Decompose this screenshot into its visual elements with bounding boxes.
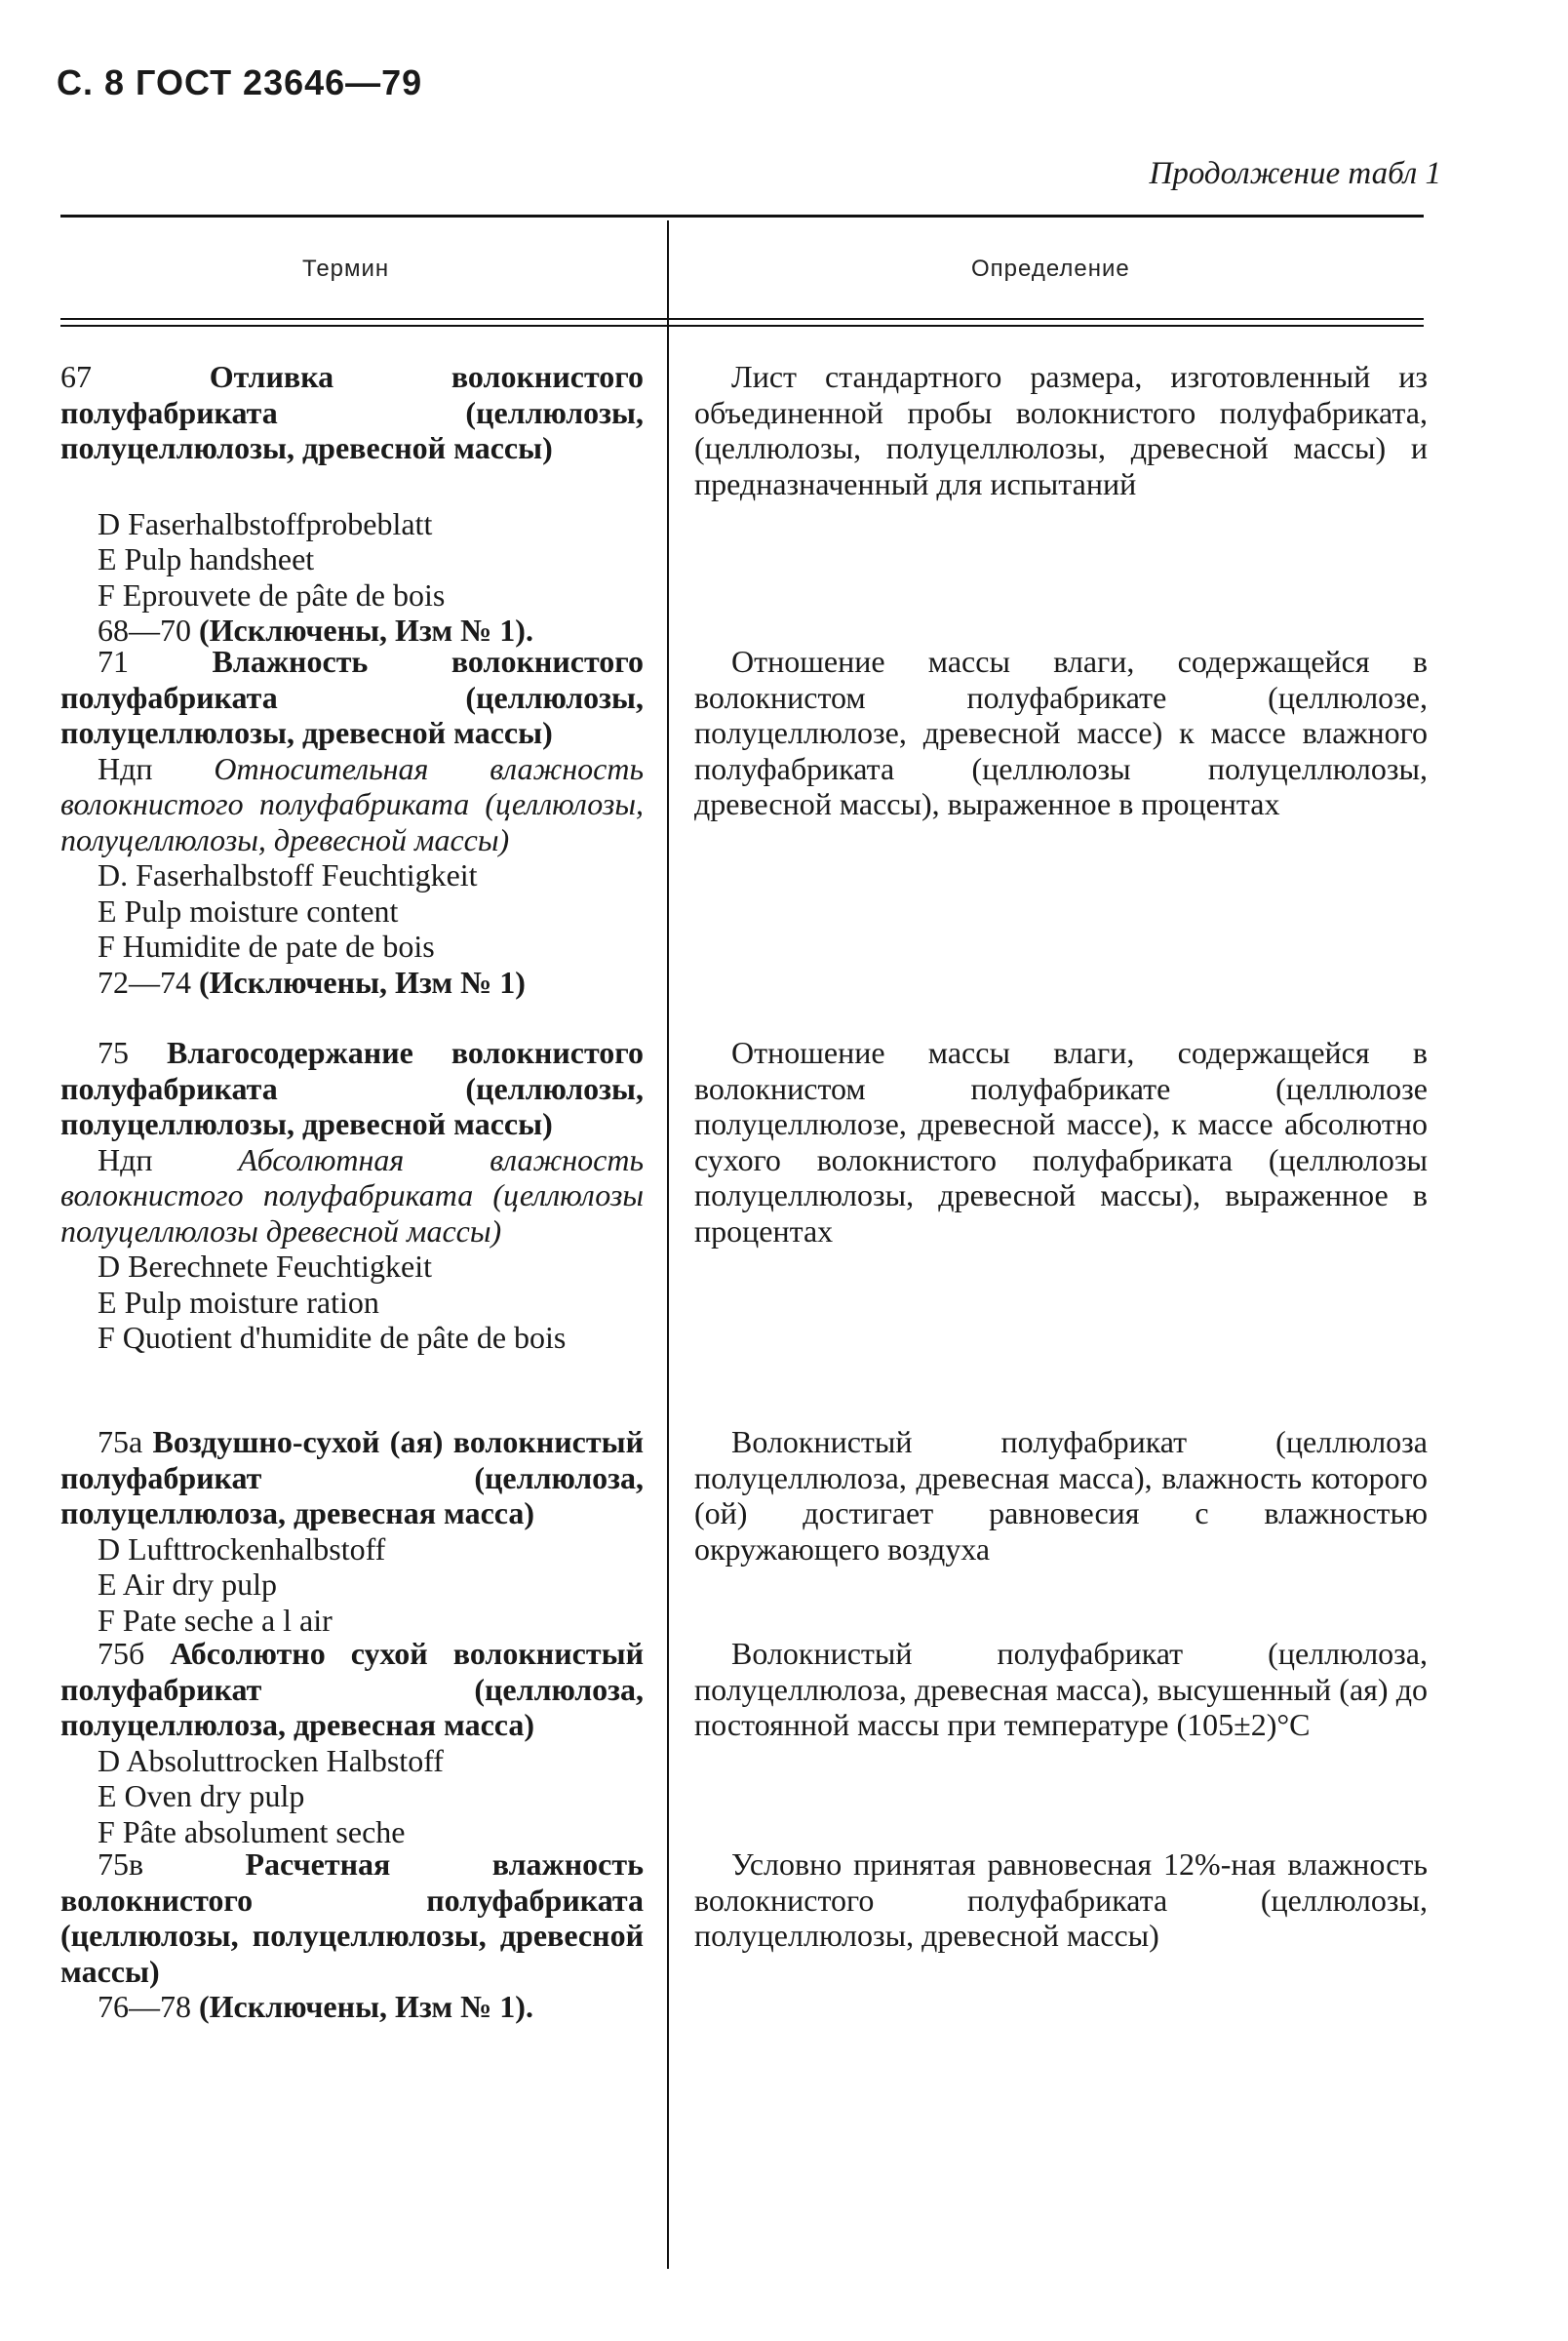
term-equivalent-en: E Pulp moisture content bbox=[98, 893, 399, 929]
excluded-entry: 72—74 (Исключены, Изм № 1) bbox=[98, 964, 526, 1000]
table-continuation-label: Продолжение табл 1 bbox=[1149, 156, 1441, 191]
definition-75: Отношение массы влаги, содержащейся в волокнистом полуфабрикате (целлюлозе полуцеллюлозе, древесной массе), к массе абсолютно сухого волокнистого полуфабриката (целлюлозы полуцеллюлозы, древесной массы), выраженное в процентах bbox=[694, 1035, 1428, 1249]
definition-75a: Волокнистый полуфабрикат (целлюлоза полуцеллюлоза, древесная масса), влажность которого (ой) достигает равновесия с влажностью окружающего воздуха bbox=[694, 1424, 1428, 1567]
definition-71: Отношение массы влаги, содержащейся в волокнистом полуфабрикате (целлюлозе, полуцеллюлозе, древесной массе) к массе влажного полуфабриката (целлюлозы полуцеллюлозы, древесной массы), выраженное в процентах bbox=[694, 644, 1428, 821]
excluded-entry: 68—70 (Исключены, Изм № 1). bbox=[98, 613, 533, 648]
term-title: 71 Влажность волокнистого полуфабриката (целлюлозы, полуцеллюлозы, древесной массы) bbox=[60, 644, 645, 750]
deprecated-term: Ндп Относительная влажность волокнистого полуфабриката (целлюлозы, полуцеллюлозы, древесной массы) bbox=[60, 750, 644, 857]
column-header-definition: Определение bbox=[971, 256, 1130, 282]
term-equivalent-en: E Oven dry pulp bbox=[98, 1778, 305, 1813]
term-entry-71 bbox=[60, 644, 644, 1000]
term-title: 75б Абсолютно сухой волокнистый полуфабрикат (целлюлоза, полуцеллюлоза, древесная масса) bbox=[60, 1636, 645, 1742]
term-entry-67 bbox=[60, 359, 644, 649]
term-entry-75 bbox=[60, 1035, 644, 1356]
term-title: 75 Влагосодержание волокнистого полуфабриката (целлюлозы, полуцеллюлозы, древесной массы) bbox=[60, 1035, 645, 1141]
definition-75v: Условно принятая равновесная 12%-ная влажность волокнистого полуфабриката (целлюлозы, полуцеллюлозы, древесной массы) bbox=[694, 1846, 1428, 1953]
excluded-entry: 76—78 (Исключены, Изм № 1). bbox=[98, 1989, 533, 2024]
table-top-rule bbox=[60, 215, 1424, 218]
definition-75b: Волокнистый полуфабрикат (целлюлоза, полуцеллюлоза, древесная масса), высушенный (ая) до постоянной массы при температуре (105±2)°C bbox=[694, 1636, 1428, 1742]
header-rule bbox=[60, 325, 1424, 327]
term-entry-75b bbox=[60, 1636, 644, 1849]
term-title: 75а Воздушно-сухой (ая) волокнистый полуфабрикат (целлюлоза, полуцеллюлоза, древесная масса) bbox=[60, 1424, 645, 1530]
term-equivalent-en: E Air dry pulp bbox=[98, 1567, 277, 1602]
term-title: 75в Расчетная влажность волокнистого полуфабриката (целлюлозы, полуцеллюлозы, древесной массы) bbox=[60, 1846, 645, 1989]
term-equivalent-de: D Absoluttrocken Halbstoff bbox=[98, 1742, 444, 1778]
term-equivalent-fr: F Pâte absolument seche bbox=[98, 1813, 406, 1849]
column-header-terms: Термин bbox=[302, 256, 390, 282]
definition-67: Лист стандартного размера, изготовленный из объединенной пробы волокнистого полуфабриката, (целлюлозы, полуцеллюлозы, древесной массы) и предназначенный для испытаний bbox=[694, 359, 1428, 501]
term-equivalent-fr: F Eprouvete de pâte de bois bbox=[98, 576, 446, 613]
term-equivalent-en: E Pulp handsheet bbox=[98, 541, 315, 576]
term-equivalent-de: D. Faserhalbstoff Feuchtigkeit bbox=[98, 857, 478, 893]
term-equivalent-fr: F Humidite de pate de bois bbox=[98, 929, 435, 964]
term-entry-75v bbox=[60, 1846, 644, 2025]
term-equivalent-fr: F Pate seche a l air bbox=[98, 1602, 333, 1638]
term-equivalent-fr: F Quotient d'humidite de pâte de bois bbox=[98, 1320, 567, 1355]
page-header: С. 8 ГОСТ 23646—79 bbox=[57, 62, 423, 102]
term-entry-75a bbox=[60, 1424, 644, 1638]
term-equivalent-de: D Lufttrockenhalbstoff bbox=[98, 1530, 386, 1567]
term-equivalent-de: D Berechnete Feuchtigkeit bbox=[98, 1249, 432, 1284]
column-divider bbox=[667, 220, 669, 2269]
term-title: 67 Отливка волокнистого полуфабриката (целлюлозы, полуцеллюлозы, древесной массы) bbox=[60, 359, 645, 465]
term-equivalent-en: E Pulp moisture ration bbox=[98, 1284, 379, 1320]
term-equivalent-de: D Faserhalbstoffprobeblatt bbox=[98, 505, 433, 541]
header-rule bbox=[60, 318, 1424, 320]
deprecated-term: Ндп Абсолютная влажность волокнистого полуфабриката (целлюлозы полуцеллюлозы древесной массы) bbox=[60, 1141, 645, 1249]
